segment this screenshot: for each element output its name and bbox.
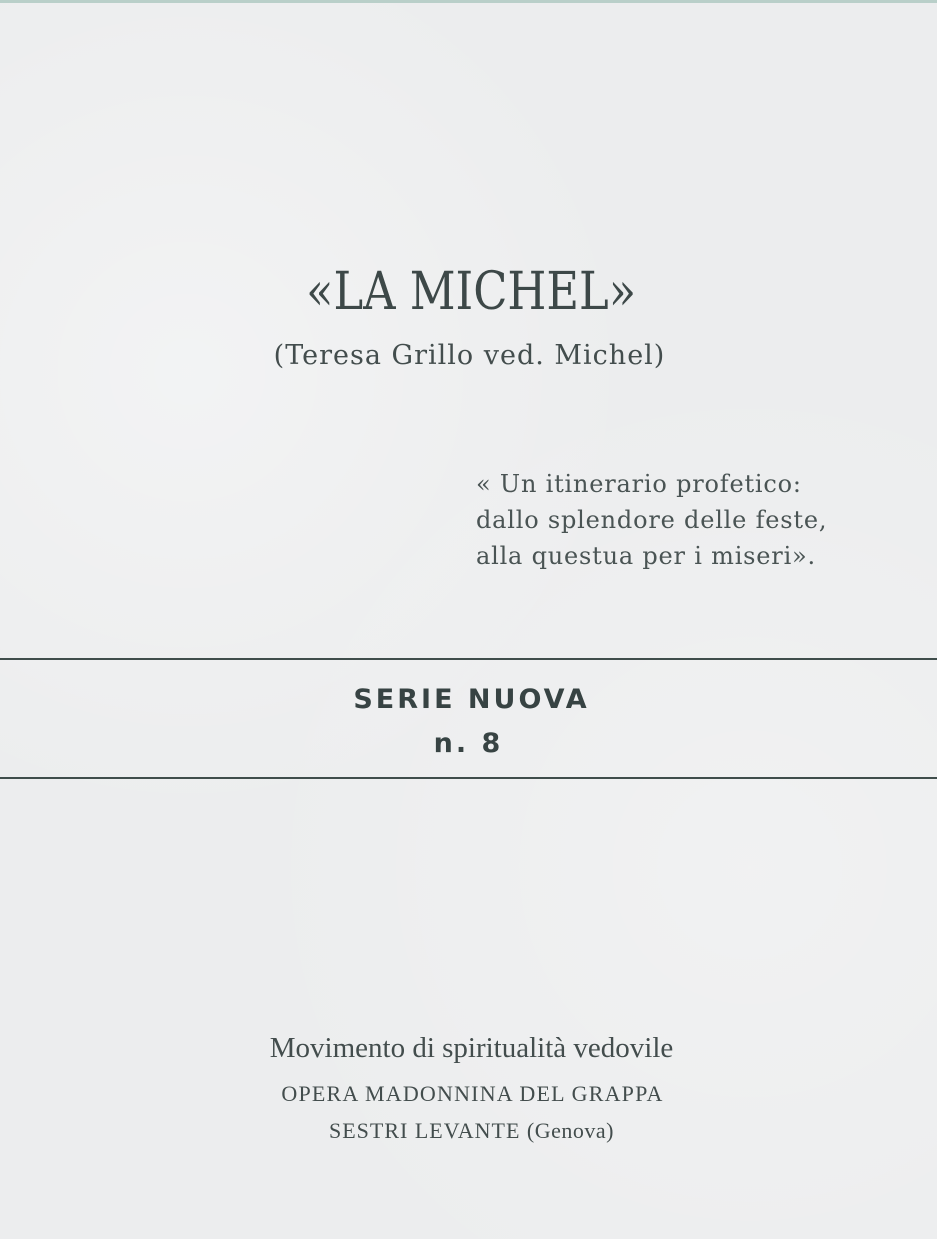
- quote-line-1: « Un itinerario profetico:: [476, 470, 802, 498]
- top-divider: [0, 658, 937, 660]
- top-edge-strip: [0, 0, 937, 3]
- cover-title: «LA MICHEL»: [306, 262, 637, 322]
- epigraph-quote: [476, 466, 896, 574]
- cover-subtitle: (Teresa Grillo ved. Michel): [273, 340, 666, 371]
- bottom-divider: [0, 777, 937, 779]
- organization-name: OPERA MADONNINA DEL GRAPPA: [281, 1081, 664, 1106]
- quote-line-2: dallo splendore delle feste,: [476, 506, 828, 534]
- series-label: SERIE NUOVA: [353, 684, 590, 715]
- region-name: (Genova): [526, 1118, 614, 1143]
- series-number: n. 8: [433, 728, 504, 759]
- movement-name: Movimento di spiritualità vedovile: [269, 1032, 674, 1064]
- city-name: SESTRI LEVANTE: [328, 1118, 521, 1143]
- publisher-location: [0, 1118, 937, 1144]
- quote-line-3: alla questua per i miseri».: [476, 542, 816, 570]
